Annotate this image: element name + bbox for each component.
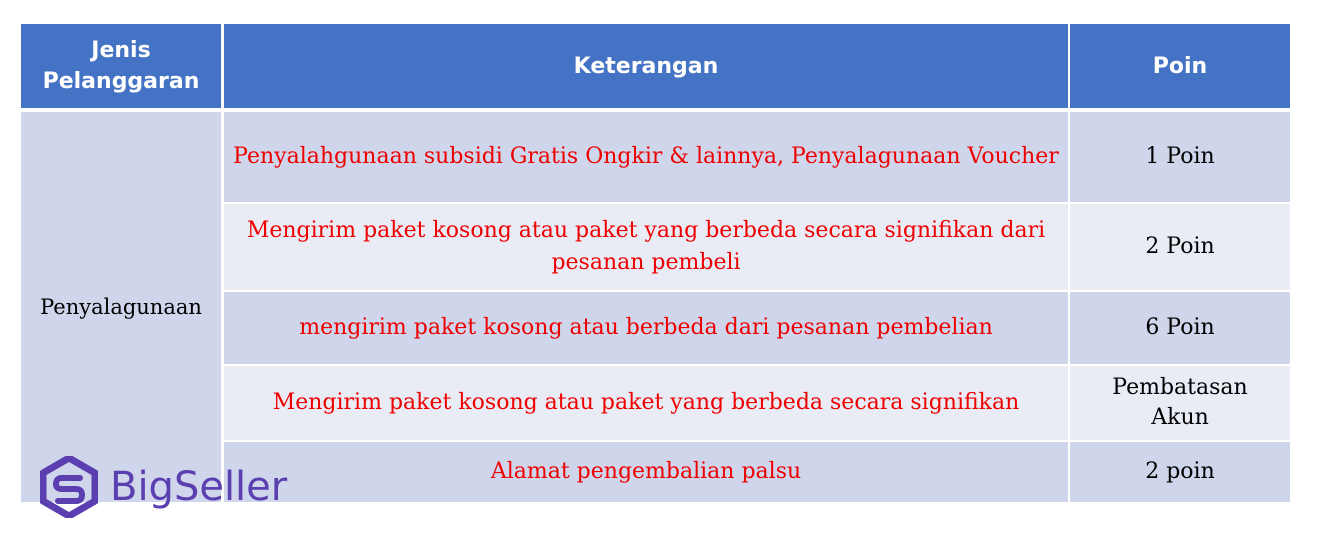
table-row-points (1070, 442, 1290, 502)
desc-text: Penyalahgunaan subsidi Gratis Ongkir & lainnya, Penyalagunaan Voucher (233, 144, 1059, 169)
category-label: Penyalagunaan (40, 295, 202, 319)
header-keterangan (224, 24, 1068, 108)
desc-text: pesanan pembeli (551, 250, 741, 275)
table-row-desc (224, 292, 1068, 364)
table-row-desc (224, 366, 1068, 440)
header-poin (1070, 24, 1290, 108)
table-row-points (1070, 366, 1290, 440)
desc-text: Mengirim paket kosong atau paket yang berbeda secara signifikan dari (246, 218, 1046, 243)
header-jenis-pelanggaran (21, 24, 221, 108)
category-cell (21, 112, 221, 502)
logo-text: BigSeller (110, 464, 288, 510)
table-row-points (1070, 112, 1290, 202)
table-row-points (1070, 292, 1290, 364)
header-label: Keterangan (573, 53, 719, 79)
header-label: Poin (1152, 53, 1208, 79)
header-line: Jenis (91, 38, 151, 63)
points-text: Akun (1151, 405, 1209, 430)
table-row-points (1070, 204, 1290, 290)
points-text: Pembatasan (1112, 375, 1248, 400)
violation-points-table (21, 24, 1290, 502)
points-text: 6 Poin (1145, 315, 1215, 340)
table-row-desc (224, 442, 1068, 502)
desc-text: Mengirim paket kosong atau paket yang berbeda secara signifikan (272, 390, 1020, 415)
bigseller-logo (40, 456, 287, 518)
desc-text: mengirim paket kosong atau berbeda dari pesanan pembelian (299, 315, 993, 340)
bigseller-logo-icon (40, 456, 98, 518)
points-text: 1 Poin (1145, 144, 1215, 169)
table-row-desc (224, 204, 1068, 290)
header-line: Pelanggaran (42, 69, 200, 94)
table-row-desc (224, 112, 1068, 202)
points-text: 2 Poin (1145, 234, 1215, 259)
desc-text: Alamat pengembalian palsu (490, 459, 802, 484)
points-text: 2 poin (1145, 459, 1215, 484)
